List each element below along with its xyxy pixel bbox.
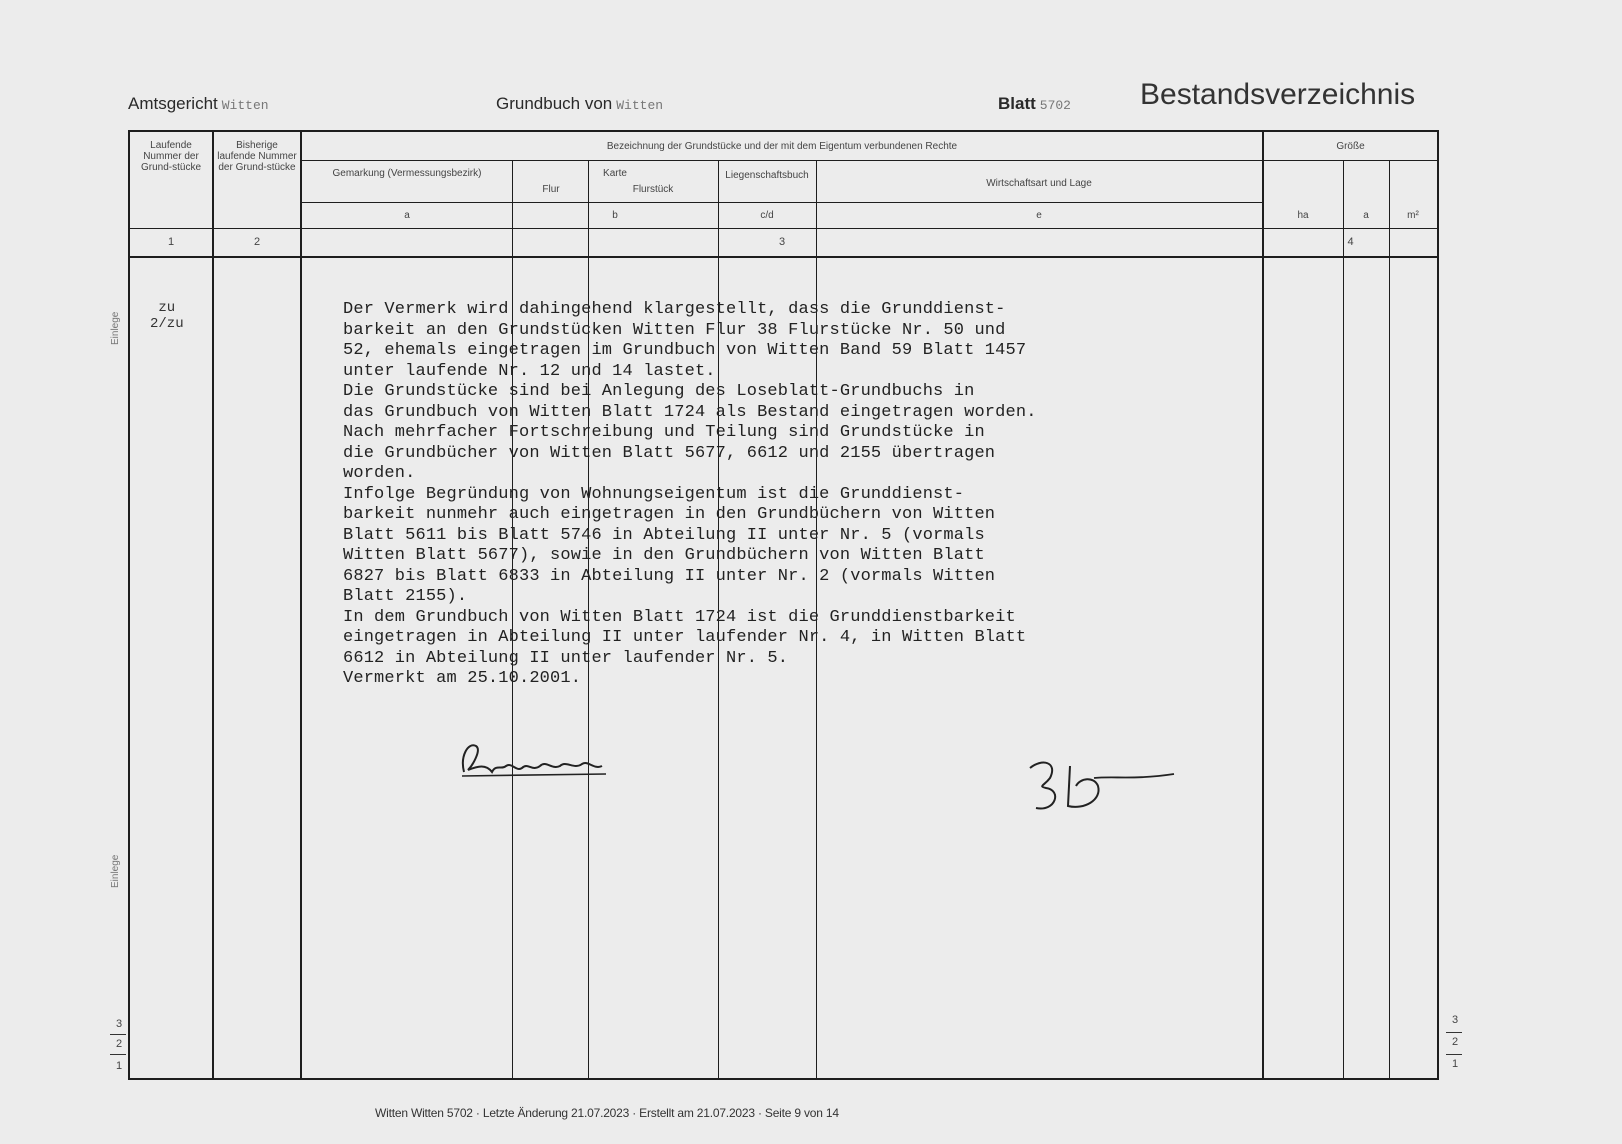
col-lfd-header: Laufende Nummer der Grund-stücke xyxy=(140,140,202,173)
book-header xyxy=(496,94,663,114)
unit-m2: m² xyxy=(1407,210,1419,221)
margin-note-top: Einlege xyxy=(110,311,121,345)
unit-ha: ha xyxy=(1297,210,1309,221)
edge-number-1-left: 1 xyxy=(115,1060,123,1072)
page-footer: Witten Witten 5702 · Letzte Änderung 21.07.2023 · Erstellt am 21.07.2023 · Seite 9 von 14 xyxy=(375,1106,839,1120)
col-gemarkung-header: Gemarkung (Vermessungsbezirk) xyxy=(332,168,482,179)
lfd-nr-cell: zu 2/zu xyxy=(150,300,184,332)
edge-number-3-left: 3 xyxy=(115,1018,123,1030)
col-number-1: 1 xyxy=(167,236,175,248)
col-bisherige-header: Bisherige laufende Nummer der Grund-stücke xyxy=(217,140,297,173)
col-wirtschaftsart-header: Wirtschaftsart und Lage xyxy=(986,178,1092,189)
edge-number-2-right: 2 xyxy=(1451,1036,1459,1048)
col-number-3: 3 xyxy=(778,236,786,248)
sheet-header xyxy=(998,94,1071,114)
book-value: Witten xyxy=(616,98,664,113)
entry-text: Der Vermerk wird dahingehend klargestellt, dass die Grunddienst- barkeit an den Grundstücken Witten Flur 38 Flurstücke Nr. 50 und 52, ehemals eingetragen im Grundbuch von Witten Band 59 Blatt 1457 unter laufende Nr. 12 und 14 lastet. Die Grundstücke sind bei Anlegung des Loseblatt-Grundbuchs in das Grundbuch von Witten Blatt 1724 als Bestand eingetragen worden. Nach mehrfacher Fortschreibung und Teilung sind Grundstücke in die Grundbücher von Witten Blatt 5677, 6612 und 2155 übertragen worden. Infolge Begründung von Wohnungseigentum ist die Grunddienst- barkeit nunmehr auch eingetragen in den Grundbüchern von Witten Blatt 5611 bis Blatt 5746 in Abteilung II unter Nr. 5 (vormals Witten Blatt 5677), sowie in den Grundbüchern von Witten Blatt 6827 bis Blatt 6833 in Abteilung II unter Nr. 2 (vormals Witten Blatt 2155). In dem Grundbuch von Witten Blatt 1724 ist die Grunddienstbarkeit eingetragen in Abteilung II unter laufender Nr. 4, in Witten Blatt 6612 in Abteilung II unter laufender Nr. 5. Vermerkt am 25.10.2001. xyxy=(343,300,1037,688)
sub-a: a xyxy=(404,210,410,221)
signature-mark xyxy=(1024,756,1184,818)
col-liegenschaftsbuch-header: Liegenschaftsbuch xyxy=(725,170,809,181)
sub-e: e xyxy=(1036,210,1042,221)
col-number-2: 2 xyxy=(253,236,261,248)
sub-cd: c/d xyxy=(760,210,774,221)
col-number-4: 4 xyxy=(1347,236,1354,248)
col-karte-header: Karte xyxy=(603,168,627,179)
book-label: Grundbuch von xyxy=(496,94,613,113)
edge-number-1-right: 1 xyxy=(1451,1058,1459,1070)
sub-b: b xyxy=(612,210,618,221)
court-header xyxy=(128,94,269,114)
sheet-label: Blatt xyxy=(998,94,1036,113)
sheet-value: 5702 xyxy=(1039,98,1071,113)
unit-a: a xyxy=(1363,210,1369,221)
edge-number-2-left: 2 xyxy=(115,1038,123,1050)
col-flur-header: Flur xyxy=(542,184,560,195)
court-label: Amtsgericht xyxy=(128,94,218,113)
signature-initials xyxy=(456,736,616,784)
court-value: Witten xyxy=(221,98,269,113)
edge-number-3-right: 3 xyxy=(1451,1014,1459,1026)
document-title: Bestandsverzeichnis xyxy=(1140,78,1416,111)
col-flurstueck-header: Flurstück xyxy=(632,184,674,195)
col-bezeichnung-header: Bezeichnung der Grundstücke und der mit dem Eigentum verbundenen Rechte xyxy=(606,141,958,152)
margin-note-mid: Einlege xyxy=(110,854,121,888)
col-groesse-header: Größe xyxy=(1336,141,1365,152)
